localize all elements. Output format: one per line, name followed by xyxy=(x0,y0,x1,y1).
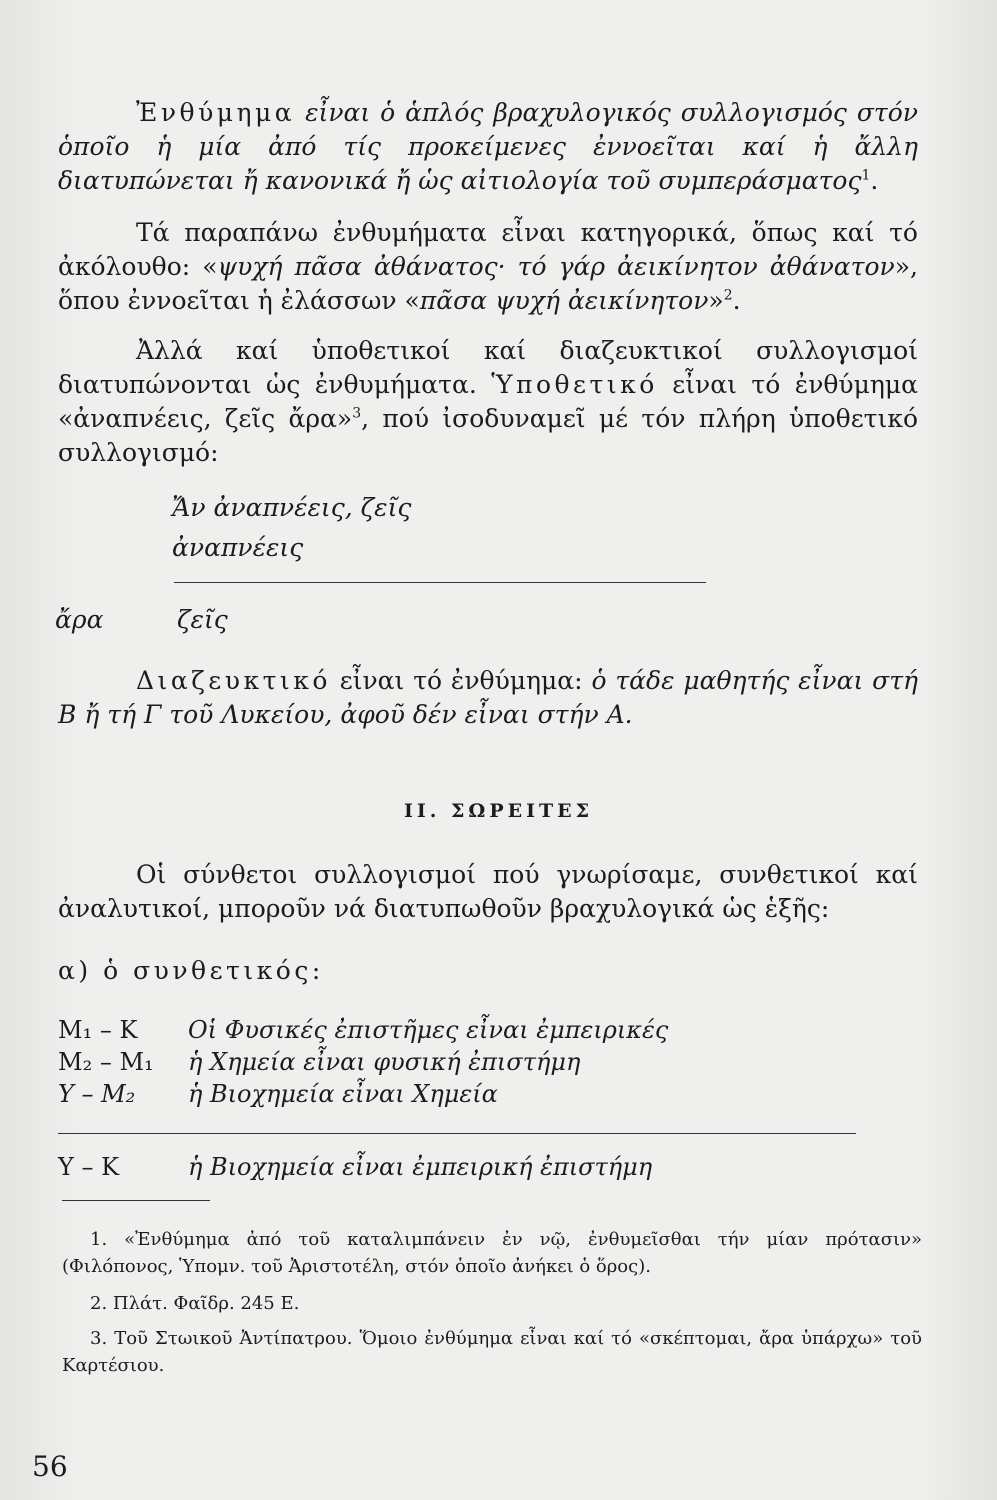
page-number: 56 xyxy=(32,1450,68,1483)
footnote-ref-3: 3 xyxy=(352,405,362,422)
premise-label: M₂ – M₁ xyxy=(58,1048,154,1076)
period: . xyxy=(870,166,879,195)
paragraph-disjunctive xyxy=(58,664,918,732)
premise-text: ἡ Βιοχημεία εἶναι Χημεία xyxy=(188,1080,498,1108)
quote-minor-premise: πᾶσα ψυχή ἀεικίνητον xyxy=(419,286,709,315)
premise-label: M₁ – K xyxy=(58,1016,138,1044)
premise-row xyxy=(58,1078,498,1110)
premise-text: Οἱ Φυσικές ἐπιστῆμες εἶναι ἐμπειρικές xyxy=(188,1016,669,1044)
text-segment: εἶναι τό ἐνθύμημα: xyxy=(330,666,592,695)
text-segment: » xyxy=(708,286,724,315)
premise-text: ἡ Χημεία εἶναι φυσική ἐπιστήμη xyxy=(188,1048,581,1076)
footnote-ref-1: 1 xyxy=(861,167,871,184)
hyp-divider xyxy=(174,582,706,583)
text-segment: εἶναι τό ἐνθύμημα «ἀναπνέεις, ζεῖς ἄρα» xyxy=(58,370,918,433)
footnote-ref-2: 2 xyxy=(723,287,733,304)
sorites-divider xyxy=(58,1133,856,1134)
definition-text: εἶναι ὁ ἁπλός βραχυλογικός συλλογισμός στόν ὁποῖο ἡ μία ἀπό τίς προκείμενες ἐννοεῖται καί ἡ ἄλλη διατυπώνεται ἤ κανονικά ἤ ὡς αἰτιολογία τοῦ συμπεράσματος xyxy=(58,98,918,195)
footnote-separator xyxy=(62,1200,210,1201)
premise-row xyxy=(58,1014,668,1046)
hyp-premise-1: Ἄν ἀναπνέεις, ζεῖς xyxy=(172,493,412,522)
term-hypothetical: Ὑποθετικό xyxy=(491,370,658,399)
subheading-synthetic: α) ὁ συνθετικός: xyxy=(58,956,324,985)
hyp-conclusion: ζεῖς xyxy=(177,605,228,634)
premise-label: Y – M₂ xyxy=(58,1080,136,1108)
footnote-3: 3. Τοῦ Στωικοῦ Ἀντίπατρου. Ὅμοιο ἐνθύμημα εἶναι καί τό «σκέπτομαι, ἄρα ὑπάρχω» τοῦ Καρτέσιου. xyxy=(62,1328,922,1376)
quote-psyche: ψυχή πᾶσα ἀθάνατος· τό γάρ ἀεικίνητον ἀθάνατον xyxy=(217,252,895,281)
section-heading: ΙΙ. ΣΩΡΕΙΤΕΣ xyxy=(403,800,594,822)
text-segment: », ὅπου ἐννοεῖται ἡ ἐλάσσων « xyxy=(58,252,919,315)
period: . xyxy=(732,286,741,315)
text-segment: Ἀλλά καί ὑποθετικοί καί διαζευκτικοί συλλογισμοί διατυπώνονται ὡς ἐνθυμήματα. xyxy=(58,336,918,399)
paragraph-sorites-intro: Οἱ σύνθετοι συλλογισμοί πού γνωρίσαμε, συνθετικοί καί ἀναλυτικοί, μποροῦν νά διατυπωθοῦν βραχυλογικά ὡς ἑξῆς: xyxy=(58,860,918,923)
hyp-ara: ἄρα xyxy=(55,605,104,634)
term-disjunctive: Διαζευκτικό xyxy=(136,666,331,695)
sorites-conclusion xyxy=(58,1151,652,1183)
paragraph-categorical xyxy=(58,216,918,318)
premise-row xyxy=(58,1046,580,1078)
footnote-1: 1. «Ἐνθύμημα ἀπό τοῦ καταλιμπάνειν ἐν νῷ, ἐνθυμεῖσθαι τήν μίαν πρότασιν» (Φιλόπονος, Ὑπομν. τοῦ Ἀριστοτέλη, στόν ὁποῖο ἀνήκει ὁ ὅρος). xyxy=(62,1229,922,1277)
footnote-2: 2. Πλάτ. Φαῖδρ. 245 Ε. xyxy=(90,1293,300,1314)
conclusion-text: ἡ Βιοχημεία εἶναι ἐμπειρική ἐπιστήμη xyxy=(188,1153,653,1181)
paragraph-hypothetical xyxy=(58,334,918,470)
hyp-premise-2: ἀναπνέεις xyxy=(172,533,304,562)
text-segment: Τά παραπάνω ἐνθυμήματα εἶναι κατηγορικά, ὅπως καί τό ἀκόλουθο: « xyxy=(58,218,918,281)
paragraph-enthymeme-definition xyxy=(58,96,918,198)
text-segment: , πού ἰσοδυναμεῖ μέ τόν πλήρη ὑποθετικό συλλογισμό: xyxy=(58,404,918,467)
conclusion-label: Y – K xyxy=(58,1153,120,1181)
disjunctive-example: ὁ τάδε μαθητής εἶναι στή Β ἤ τή Γ τοῦ Λυκείου, ἀφοῦ δέν εἶναι στήν Α. xyxy=(58,666,919,729)
term-enthymeme: Ἐνθύμημα xyxy=(136,98,296,127)
